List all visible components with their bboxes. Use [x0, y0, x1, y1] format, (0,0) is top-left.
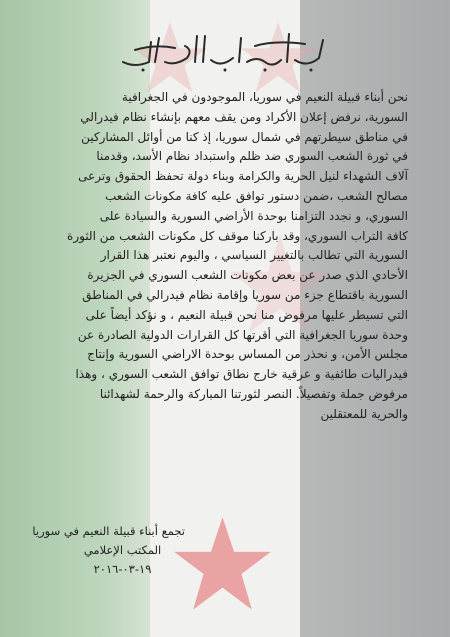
- basmala-calligraphy-icon: [115, 28, 335, 76]
- statement-line: كافة التراب السوري، وقد باركنا موقف كل مكونات الشعب من الثورة: [67, 228, 408, 243]
- media-office: المكتب الإعلامي: [83, 543, 162, 557]
- statement-line: السوري، و نجدد التزامنا بوحدة الأراضي السورية والسيادة على: [99, 208, 408, 223]
- statement-line: مصالح الشعب ،ضمن دستور توافق عليه كافة مكونات الشعب: [105, 188, 408, 203]
- statement-line: الأحادي الذي صدر عن بعض مكونات الشعب السوري في الجزيرة: [87, 268, 408, 283]
- statement-line: مرفوض جملة وتفصيلاً. النصر لثورتنا المباركة والرحمة لشهدائنا: [99, 386, 408, 401]
- statement-line: السورية، نرفض إعلان الأكراد ومن يقف معهم بإنشاء نظام فيدرالي: [80, 109, 408, 124]
- statement-line: في مناطق سيطرتهم في شمال سوريا، إذ كنا من أوائل المشاركين: [81, 129, 408, 144]
- statement-line: والحرية للمعتقلين: [320, 406, 408, 421]
- statement-line: آلاف الشهداء لنيل الحرية والكرامة وبناء دولة تحفظ الحقوق وترعى: [78, 169, 408, 184]
- statement-line: نحن أبناء قبيلة النعيم في سوريا، الموجودون في الجغرافية: [121, 90, 408, 104]
- star-icon: [170, 512, 275, 617]
- organization-name: تجمع أبناء قبيلة النعيم في سوريا: [32, 524, 185, 538]
- statement-line: السورية التي تطالب بالتغيير السياسي ، واليوم نعتبر هذا القرار: [100, 248, 408, 263]
- statement-line: فيدراليات طائفية و عرقية خارج نطاق توافق الشعب السوري ، وهذا: [75, 367, 408, 382]
- statement-line: السورية باقتطاع جزء من سوريا وإقامة نظام فيدرالي في المناطق: [82, 287, 408, 302]
- statement-line: وحدة سوريا الجغرافية التي أقرتها كل القرارات الدولية الصادرة عن: [77, 327, 408, 342]
- signature-block: [32, 522, 185, 579]
- statement-date: ١٩-٠٣-٢٠١٦: [93, 562, 152, 576]
- statement-line: مجلس الأمن، و نحذر من المساس بوحدة الاراضي السورية وإنتاج: [87, 347, 408, 362]
- statement-body: [40, 88, 408, 425]
- statement-line: في ثورة الشعب السوري ضد ظلم واستبداد نظام الأسد، وقدمنا: [96, 149, 408, 164]
- statement-line: التي تسيطر عليها مرفوض منا نحن قبيلة النعيم ، و نؤكد أيضاً على: [85, 307, 408, 322]
